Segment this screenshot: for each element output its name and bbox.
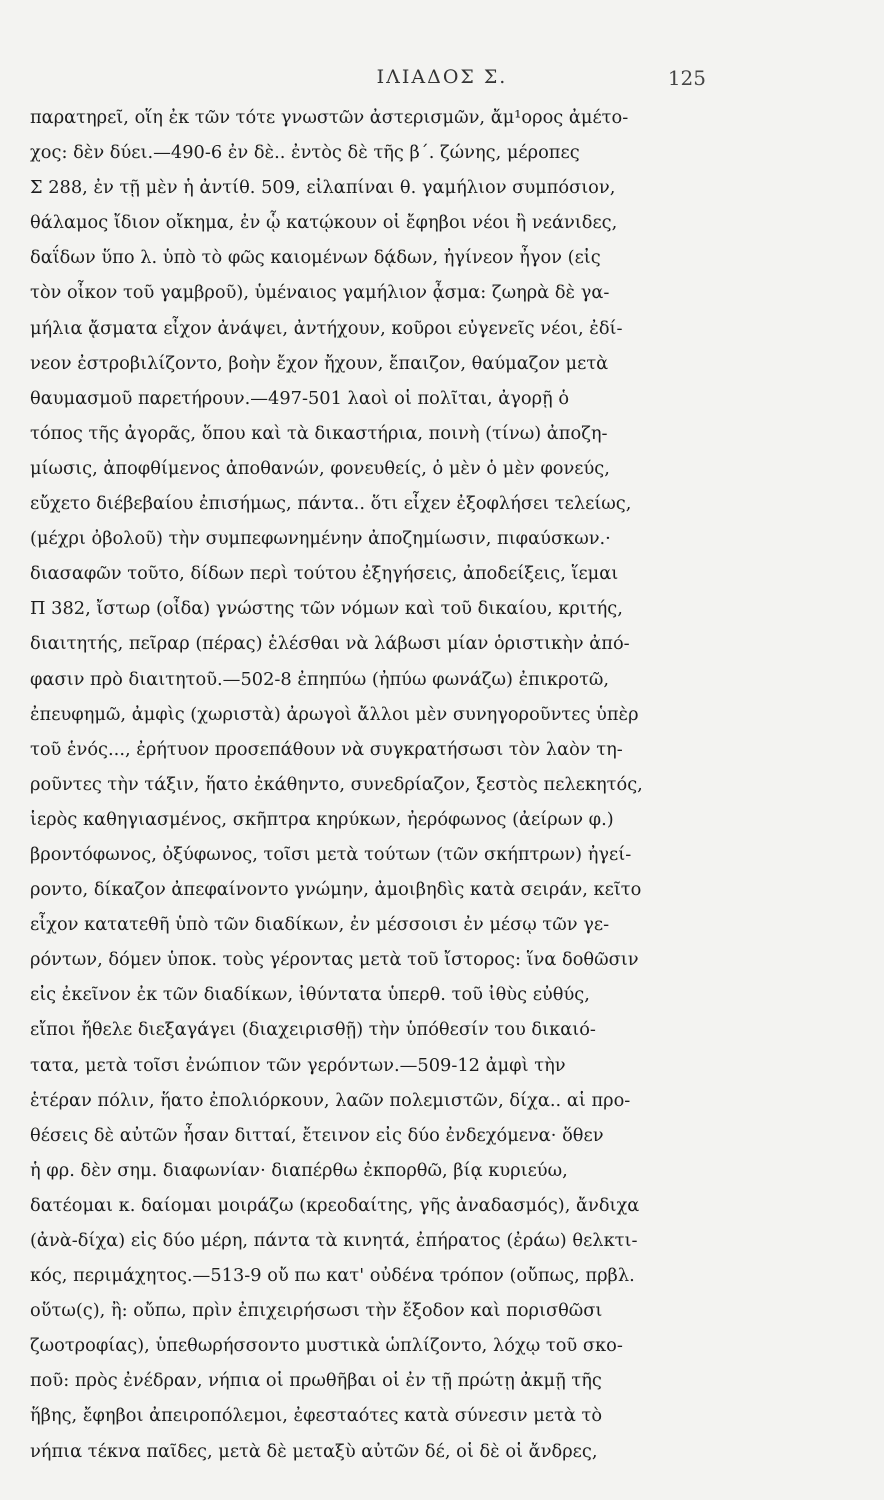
text-line: θέσεις δὲ αὐτῶν ἦσαν διτταί, ἔτεινον εἰς δύο ἐνδεχόμενα· ὅθεν <box>30 1124 604 1146</box>
text-line: ἐπευφημῶ, ἀμφὶς (χωριστὰ) ἀρωγοὶ ἄλλοι μὲν συνηγοροῦντες ὑπὲρ <box>30 703 639 725</box>
text-line: φασιν πρὸ διαιτητοῦ.—502-8 ἐπηπύω (ἠπύω φωνάζω) ἐπικροτῶ, <box>30 668 610 690</box>
text-line: ζωοτροφίας), ὑπεθωρήσσοντο μυστικὰ ὡπλίζοντο, λόχῳ τοῦ σκο- <box>30 1335 623 1357</box>
text-line: τοῦ ἑνός..., ἐρήτυον προσεπάθουν νὰ συγκρατήσωσι τὸν λαὸν τη- <box>30 738 623 760</box>
text-line: μίωσις, ἀποφθίμενος ἀποθανών, φονευθείς, ὁ μὲν ὁ μὲν φονεύς, <box>30 457 610 479</box>
text-line: (μέχρι ὀβολοῦ) τὴν συμπεφωνημένην ἀποζημίωσιν, πιφαύσκων.· <box>30 528 611 550</box>
page-number: 125 <box>667 66 706 90</box>
text-line: ἑτέραν πόλιν, ἥατο ἐπολιόρκουν, λαῶν πολεμιστῶν, δίχα.. αἱ προ- <box>30 1089 631 1111</box>
text-line: νεον ἐστροβιλίζοντο, βοὴν ἔχον ἤχουν, ἔπαιζον, θαύμαζον μετὰ <box>30 352 609 374</box>
text-line: κός, περιμάχητος.—513-9 οὔ πω κατ' οὐδένα τρόπον (οὔπως, πρβλ. <box>30 1265 635 1287</box>
text-line: θάλαμος ἴδιον οἴκημα, ἐν ᾧ κατῴκουν οἱ ἔφηβοι νέοι ἢ νεάνιδες, <box>30 212 618 234</box>
text-line: εὔχετο διέβεβαίου ἐπισήμως, πάντα.. ὅτι εἶχεν ἐξοφλήσει τελείως, <box>30 493 632 515</box>
text-line: χος: δὲν δύει.—490-6 ἐν δὲ.. ἐντὸς δὲ τῆς β΄. ζώνης, μέροπες <box>30 142 580 164</box>
text-line: εἴποι ἤθελε διεξαγάγει (διαχειρισθῇ) τὴν ὑπόθεσίν του δικαιό- <box>30 1019 596 1041</box>
text-line: δατέομαι κ. δαίομαι μοιράζω (κρεοδαίτης, γῆς ἀναδασμός), ἄνδιχα <box>30 1194 640 1216</box>
text-line: ἥβης, ἔφηβοι ἀπειροπόλεμοι, ἐφεσταότες κατὰ σύνεσιν μετὰ τὸ <box>30 1405 603 1427</box>
text-line: (ἀνὰ-δίχα) εἰς δύο μέρη, πάντα τὰ κινητά, ἐπήρατος (ἐράω) θελκτι- <box>30 1230 638 1251</box>
text-line: ροντο, δίκαζον ἀπεφαίνοντο γνώμην, ἀμοιβηδὶς κατὰ σειράν, κεῖτο <box>30 879 642 901</box>
text-line: παρατηρεῖ, οἵη ἐκ τῶν τότε γνωστῶν ἀστερισμῶν, ἄμ¹ορος ἀμέτο- <box>30 107 629 128</box>
text-line: οὕτω(ς), ἢ: οὔπω, πρὶν ἐπιχειρήσωσι τὴν ἔξοδον καὶ πορισθῶσι <box>30 1300 603 1322</box>
text-line: τατα, μετὰ τοῖσι ἐνώπιον τῶν γερόντων.—509-12 ἀμφὶ τὴν <box>30 1054 566 1076</box>
text-line: βροντόφωνος, ὀξύφωνος, τοῖσι μετὰ τούτων (τῶν σκήπτρων) ἠγεί- <box>30 843 632 865</box>
text-line: εἶχον κατατεθῆ ὑπὸ τῶν διαδίκων, ἐν μέσσοισι ἐν μέσῳ τῶν γε- <box>30 914 610 936</box>
text-line: δαΐδων ὕπο λ. ὑπὸ τὸ φῶς καιομένων δᾴδων, ἠγίνεον ἦγον (εἰς <box>30 247 601 269</box>
running-title: ΙΛΙΑΔΟΣ Σ. <box>376 66 508 88</box>
text-line: νήπια τέκνα παῖδες, μετὰ δὲ μεταξὺ αὐτῶν δέ, οἱ δὲ οἱ ἄνδρες, <box>30 1440 598 1462</box>
text-line: ποῦ: πρὸς ἐνέδραν, νήπια οἱ πρωθῆβαι οἱ ἐν τῇ πρώτῃ ἀκμῇ τῆς <box>30 1370 602 1392</box>
text-line: ροῦντες τὴν τάξιν, ἥατο ἐκάθηντο, συνεδρίαζον, ξεστὸς πελεκητός, <box>30 773 643 795</box>
text-line: ἡ φρ. δὲν σημ. διαφωνίαν· διαπέρθω ἐκπορθῶ, βίᾳ κυριεύω, <box>30 1159 568 1181</box>
text-line: εἰς ἐκεῖνον ἐκ τῶν διαδίκων, ἰθύντατα ὑπερθ. τοῦ ἰθὺς εὐθύς, <box>30 984 590 1006</box>
text-line: τὸν οἶκον τοῦ γαμβροῦ), ὑμέναιος γαμήλιον ᾆσμα: ζωηρὰ δὲ γα- <box>30 282 610 304</box>
text-line: θαυμασμοῦ παρετήρουν.—497-501 λαοὶ οἱ πολῖται, ἀγορῇ ὁ <box>30 387 570 409</box>
text-line: ἱερὸς καθηγιασμένος, σκῆπτρα κηρύκων, ἠερόφωνος (ἀείρων φ.) <box>30 808 614 830</box>
text-line: μήλια ᾄσματα εἶχον ἀνάψει, ἀντήχουν, κοῦροι εὐγενεῖς νέοι, ἐδί- <box>30 317 623 339</box>
text-line: τόπος τῆς ἀγορᾶς, ὅπου καὶ τὰ δικαστήρια, ποινὴ (τίνω) ἀποζη- <box>30 422 608 444</box>
text-line: Π 382, ἴστωρ (οἶδα) γνώστης τῶν νόμων καὶ τοῦ δικαίου, κριτής, <box>30 598 623 620</box>
text-line: διαιτητής, πεῖραρ (πέρας) ἑλέσθαι νὰ λάβωσι μίαν ὁριστικὴν ἀπό- <box>30 633 630 655</box>
text-line: Σ 288, ἐν τῇ μὲν ἡ ἀντίθ. 509, εἰλαπίναι θ. γαμήλιον συμπόσιον, <box>30 177 616 199</box>
text-line: διασαφῶν τοῦτο, δίδων περὶ τούτου ἐξηγήσεις, ἀποδείξεις, ἵεμαι <box>30 563 619 585</box>
page-header <box>0 66 884 96</box>
text-line: ρόντων, δόμεν ὑποκ. τοὺς γέροντας μετὰ τοῦ ἴστορος: ἵνα δοθῶσιν <box>30 949 639 971</box>
commentary-text <box>30 100 714 1469</box>
